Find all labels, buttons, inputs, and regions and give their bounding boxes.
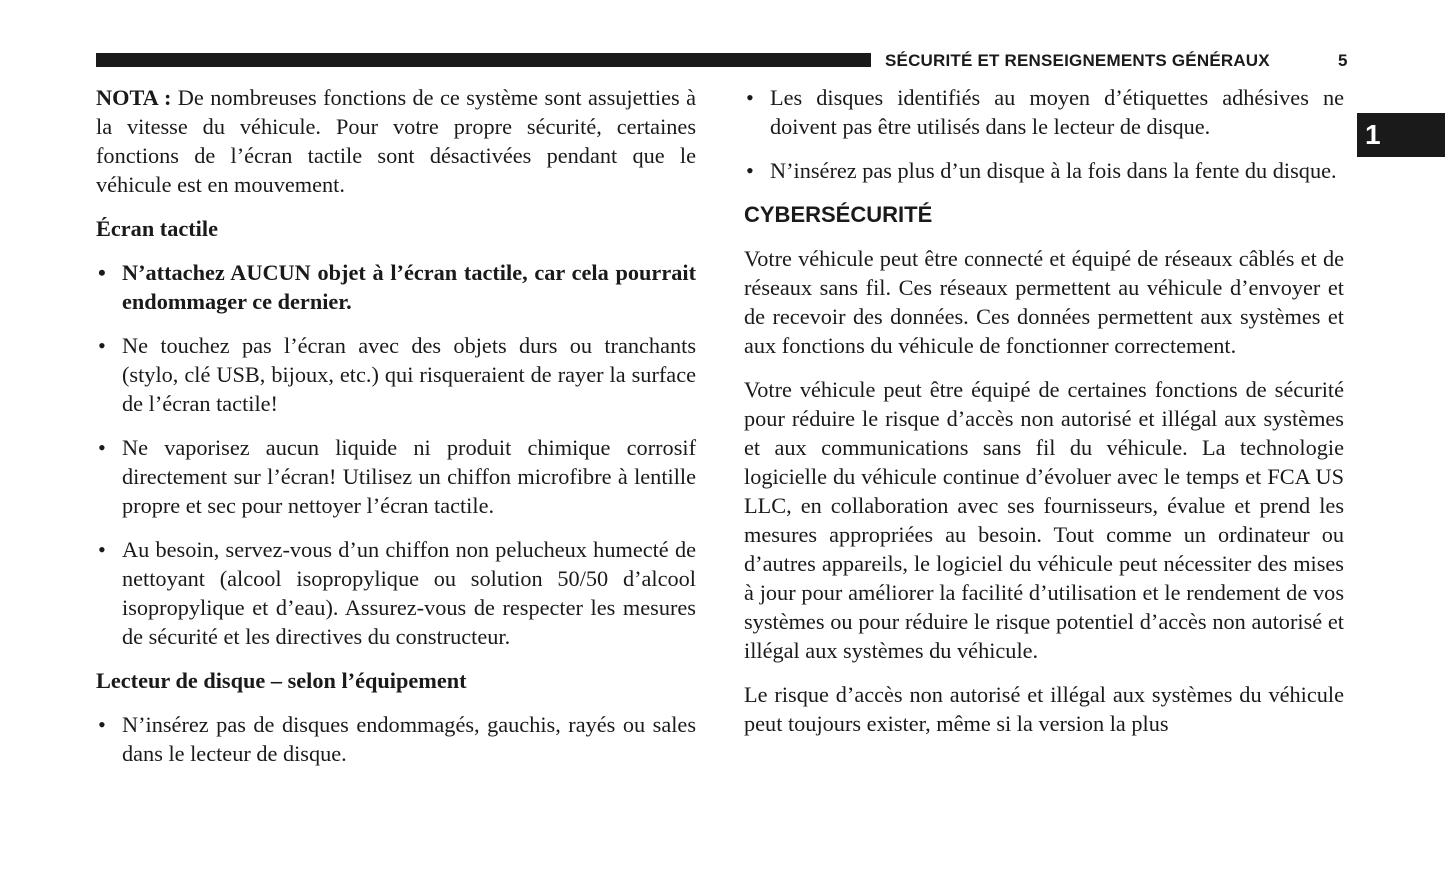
nota-label: NOTA : — [96, 85, 172, 110]
list-item-text: N’insérez pas plus d’un disque à la fois dans la fente du disque. — [770, 158, 1337, 183]
bullet-icon: • — [98, 435, 106, 460]
list-item-text: Au besoin, servez-vous d’un chiffon non pelucheux humecté de nettoyant (alcool isopropylique ou solution 50/50 d’alcool isopropylique et d’eau). Assurez-vous de respecter les mesures de sécurité et les directives du constructeur. — [122, 537, 696, 649]
list-item — [96, 535, 696, 651]
right-column — [744, 83, 1344, 753]
list-item — [96, 331, 696, 418]
header-rule — [96, 53, 871, 67]
body-paragraph: Votre véhicule peut être connecté et équipé de réseaux câblés et de réseaux sans fil. Ces réseaux permettent au véhicule d’envoyer et de recevoir des données. Ces données permettent aux systèmes et aux fonctions du véhicule de fonctionner correctement. — [744, 246, 1344, 358]
list-item — [96, 433, 696, 520]
list-item-text: Les disques identifiés au moyen d’étiquettes adhésives ne doivent pas être utilisés dans le lecteur de disque. — [770, 85, 1344, 139]
bullet-icon: • — [98, 537, 106, 562]
list-item — [744, 83, 1344, 141]
bullet-icon: • — [98, 712, 106, 737]
left-column — [96, 83, 696, 783]
bullet-icon: • — [746, 158, 754, 183]
bullet-icon: • — [98, 260, 106, 285]
page-number: 5 — [1338, 51, 1348, 70]
ecran-tactile-heading: Écran tactile — [96, 216, 218, 241]
nota-text: De nombreuses fonctions de ce système sont assujetties à la vitesse du véhicule. Pour votre propre sécurité, certaines fonctions de l’écran tactile sont désactivées pendant que le véhicule est en mouvement. — [96, 85, 696, 197]
body-paragraph: Votre véhicule peut être équipé de certaines fonctions de sécurité pour réduire le risque d’accès non autorisé et illégal aux systèmes et aux communications sans fil du véhicule. La technologie logicielle du véhicule continue d’évoluer avec le temps et FCA US LLC, en collaboration avec ses fournisseurs, évalue et prend les mesures appropriées au besoin. Tout comme un ordinateur ou d’autres appareils, le logiciel du véhicule peut nécessiter des mises à jour pour améliorer la facilité d’utilisation et le rendement de vos systèmes ou pour réduire le risque potentiel d’accès non autorisé et illégal aux systèmes du véhicule. — [744, 377, 1344, 663]
bullet-icon: • — [746, 85, 754, 110]
list-item — [96, 710, 696, 768]
list-item-text: N’insérez pas de disques endommagés, gauchis, rayés ou sales dans le lecteur de disque. — [122, 712, 696, 766]
cybersecurite-heading: CYBERSÉCURITÉ — [744, 202, 933, 227]
bullet-icon: • — [98, 333, 106, 358]
nota-paragraph — [96, 83, 696, 199]
body-paragraph: Le risque d’accès non autorisé et illégal aux systèmes du véhicule peut toujours exister, même si la version la plus — [744, 682, 1344, 736]
running-header-title: SÉCURITÉ ET RENSEIGNEMENTS GÉNÉRAUX — [885, 51, 1270, 70]
chapter-tab: 1 — [1357, 113, 1445, 157]
list-item-text: Ne touchez pas l’écran avec des objets durs ou tranchants (stylo, clé USB, bijoux, etc.) qui risqueraient de rayer la surface de l’écran tactile! — [122, 333, 696, 416]
list-item — [96, 258, 696, 316]
list-item-text: Ne vaporisez aucun liquide ni produit chimique corrosif directement sur l’écran! Utilisez un chiffon microfibre à lentille propre et sec pour nettoyer l’écran tactile. — [122, 435, 696, 518]
list-item-text: N’attachez AUCUN objet à l’écran tactile, car cela pourrait endommager ce dernier. — [122, 260, 696, 314]
lecteur-disque-heading: Lecteur de disque – selon l’équipement — [96, 668, 467, 693]
list-item — [744, 156, 1344, 185]
